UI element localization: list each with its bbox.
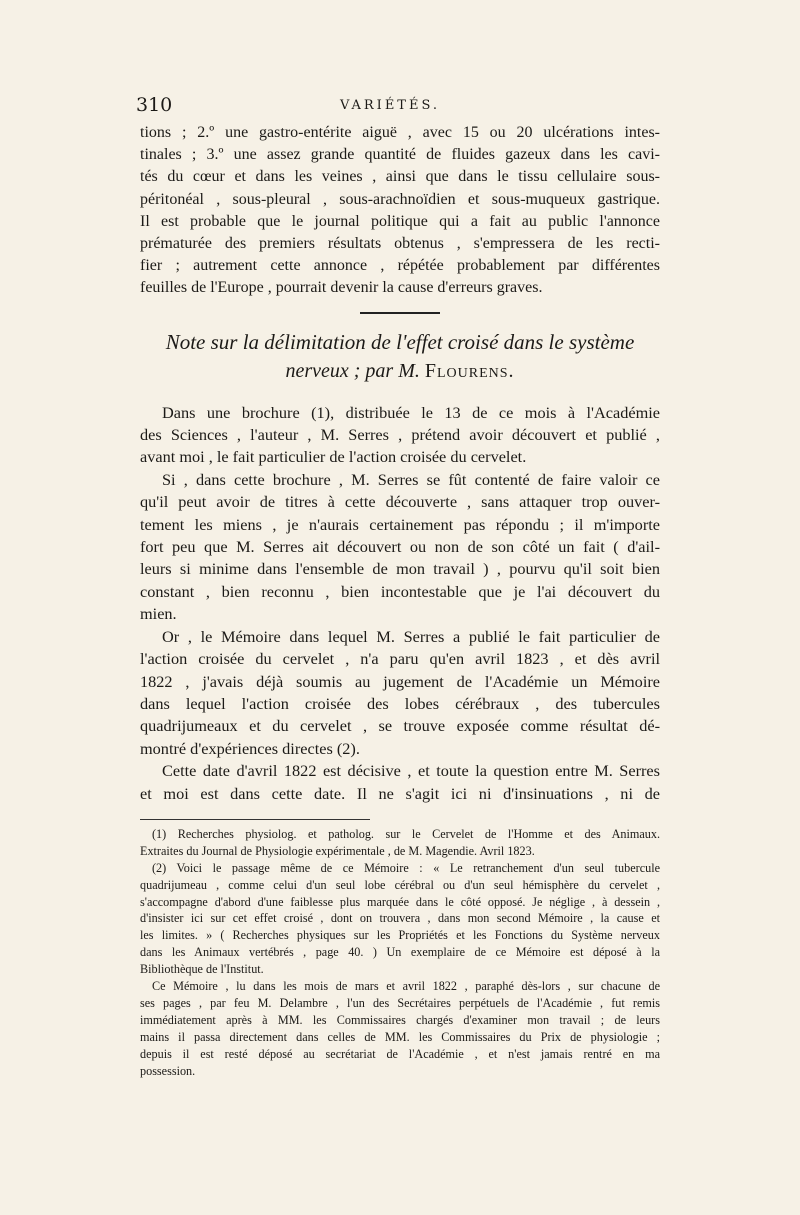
text-line: constant , bien reconnu , bien incontestable que je l'ai découvert du [140, 581, 660, 601]
running-title: VARIÉTÉS. [340, 98, 441, 113]
text-line: tement les miens , je n'aurais certainement pas répondu ; il m'importe [140, 514, 660, 534]
footnote-line: depuis il est resté déposé au secrétariat de l'Académie , et n'est jamais rentré en ma [140, 1046, 660, 1061]
footnote-line: Bibliothèque de l'Institut. [140, 962, 264, 977]
title-line [140, 356, 660, 386]
page-number: 310 [136, 94, 173, 116]
text-line: tinales ; 3.º une assez grande quantité de fluides gazeux dans les cavi- [140, 146, 660, 164]
footnote-line: immédiatement après à MM. les Commissaires chargés d'examiner mon travail ; de leurs [140, 1012, 660, 1027]
text-line: péritonéal , sous-pleural , sous-arachnoïdien et sous-muqueux gastrique. [140, 190, 660, 208]
text-line: feuilles de l'Europe , pourrait devenir la cause d'erreurs graves. [140, 279, 543, 297]
text-line: montré d'expériences directes (2). [140, 738, 360, 758]
text-line: fier ; autrement cette annonce , répétée probablement par différentes [140, 257, 660, 275]
footnote-line: Ce Mémoire , lu dans les mois de mars et avril 1822 , paraphé dès-lors , sur chacune de [152, 979, 660, 994]
text-line: 1822 , j'avais déjà soumis au jugement de l'Académie un Mémoire [140, 671, 660, 691]
text-line: Or , le Mémoire dans lequel M. Serres a publié le fait particulier de [162, 626, 660, 646]
text-line: tés du cœur et dans les veines , ainsi que dans le tissu cellulaire sous- [140, 168, 660, 186]
text-line: quadrijumeaux et du cervelet , se trouve exposée comme résultat dé- [140, 716, 660, 736]
footnote-line: d'insister ici sur cet effet croisé , dont on trouvera , dans mon second Mémoire , la cause et [140, 911, 660, 926]
article-title [140, 328, 660, 386]
footnotes [140, 826, 660, 1080]
text-line: tions ; 2.º une gastro-entérite aiguë , avec 15 ou 20 ulcérations intes- [140, 124, 660, 141]
title-line: Note sur la délimitation de l'effet croisé dans le système [165, 329, 635, 354]
footnote-line: ses pages , par feu M. Delambre , l'un des Secrétaires perpétuels de l'Académie , fut remis [140, 996, 660, 1010]
footnote-line: (2) Voici le passage même de ce Mémoire : « Le retranchement d'un seul tubercule [152, 860, 660, 875]
text-line: prématurée des premiers résultats obtenus , s'empressera de les recti- [140, 235, 660, 253]
article-body [140, 402, 660, 805]
footnote-line: (1) Recherches physiolog. et patholog. sur le Cervelet de l'Homme et des Animaux. [152, 826, 660, 841]
text-line: Il est probable que le journal politique qui a fait au public l'annonce [140, 212, 660, 230]
title-line-text: nerveux ; par M. [285, 359, 420, 382]
author-name: Flourens. [424, 359, 515, 382]
text-line: Si , dans cette brochure , M. Serres se fût contenté de faire valoir ce [162, 469, 660, 489]
footnote-line: possession. [140, 1063, 196, 1078]
footnote-line: mains il passa directement dans celles de MM. les Commissaires du Prix de physiologie ; [140, 1029, 660, 1044]
intro-paragraph [140, 122, 660, 300]
section-rule [360, 312, 440, 314]
text-line: dans lequel l'action croisée des lobes cérébraux , des tubercules [140, 693, 660, 713]
text-line: des Sciences , l'auteur , M. Serres , prétend avoir découvert et publié , [140, 425, 660, 445]
footnote-rule [140, 819, 370, 820]
footnote-line: les limites. » ( Recherches physiques sur les Propriétés et les Fonctions du Système nerveux [140, 928, 660, 943]
footnote-line: s'accompagne d'abord d'une faiblesse plus marquée dans le côté opposé. Je néglige , à dessein , [140, 894, 660, 909]
text-line: leurs si minime dans l'ensemble de mon travail ) , pourvu qu'il soit bien [140, 559, 660, 579]
running-head [136, 94, 660, 122]
footnote-line: Extraites du Journal de Physiologie expérimentale , de M. Magendie. Avril 1823. [140, 843, 535, 858]
text-line: avant moi , le fait particulier de l'action croisée du cervelet. [140, 447, 527, 467]
footnote-line: dans les Animaux vertébrés , page 40. ) Un exemplaire de ce Mémoire est déposé à la [140, 945, 660, 960]
text-line: fort peu que M. Serres ait découvert ou non de son côté un fait ( d'ail- [140, 537, 660, 557]
text-line: l'action croisée du cervelet , n'a paru qu'en avril 1823 , et dès avril [140, 649, 660, 669]
book-page [136, 94, 660, 1080]
footnote-line: quadrijumeau , comme celui d'un seul lobe cérébral ou d'un seul hémisphère du cervelet , [140, 877, 660, 892]
text-line: mien. [140, 604, 177, 624]
text-line: Dans une brochure (1), distribuée le 13 de ce mois à l'Académie [162, 402, 660, 422]
text-line: Cette date d'avril 1822 est décisive , et toute la question entre M. Serres [162, 761, 660, 781]
text-line: qu'il peut avoir de titres à cette découverte , sans attaquer trop ouver- [140, 492, 660, 512]
text-line: et moi est dans cette date. Il ne s'agit ici ni d'insinuations , ni de [140, 783, 660, 803]
